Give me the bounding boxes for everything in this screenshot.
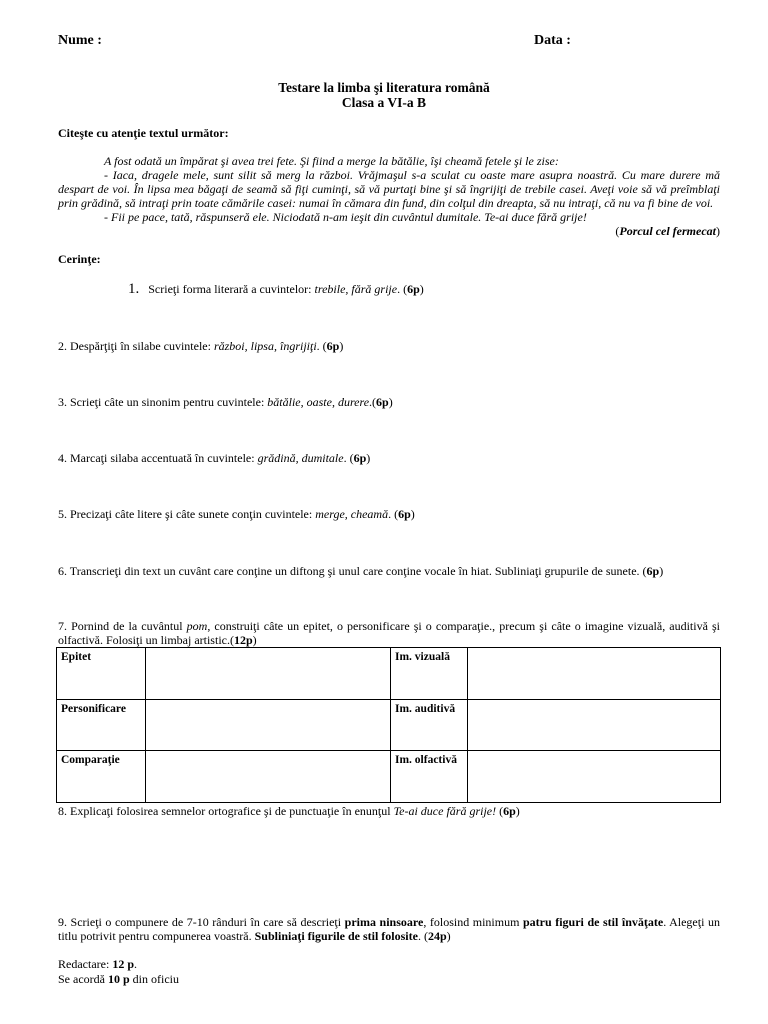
question-5-points: 6p <box>398 507 411 521</box>
name-label: Nume : <box>58 33 102 48</box>
oficiu-text-a: Se acordă <box>58 972 108 986</box>
oficiu-line <box>58 972 179 986</box>
table-label-auditory: Im. auditivă <box>391 699 468 751</box>
reading-instruction: Citeşte cu atenţie textul următor: <box>58 126 229 140</box>
class-subtitle: Clasa a VI-a B <box>341 95 427 110</box>
question-9-bold-2: patru figuri de stil învăţate <box>523 915 664 929</box>
question-3: 3. Scrieţi câte un sinonim pentru cuvintele: bătălie, oaste, durere.(6p) <box>58 395 393 409</box>
answer-cell-olfactory[interactable] <box>468 751 721 803</box>
question-7-word: pom <box>186 619 208 633</box>
table-label-personificare: Personificare <box>57 699 146 751</box>
question-9-text-5: ) <box>446 929 451 943</box>
question-1: 1. Scrieţi forma literară a cuvintelor: trebile, fără grije. (6p) <box>128 281 424 297</box>
question-7-text-b: , construiţi câte un epitet, o personificare şi o comparaţie., precum şi câte o imagine vizuală, auditivă şi olfactivă. Folosiţi un limbaj artistic. <box>58 619 720 647</box>
story-source: (Porcul cel fermecat) <box>615 224 720 238</box>
question-2: 2. Despărţiţi în silabe cuvintele: război, lipsa, îngrijiţi. (6p) <box>58 339 344 353</box>
question-2-text: 2. Despărţiţi în silabe cuvintele: <box>58 339 214 353</box>
requirements-label: Cerinţe: <box>58 252 101 266</box>
question-5: 5. Precizaţi câte litere şi câte sunete conţin cuvintele: merge, cheamă. (6p) <box>58 507 415 521</box>
question-4-points: 6p <box>353 451 367 465</box>
question-3-text: 3. Scrieţi câte un sinonim pentru cuvintele: <box>58 395 268 409</box>
question-4: 4. Marcaţi silaba accentuată în cuvintele: grădină, dumitale. (6p) <box>58 451 371 465</box>
question-5-text: 5. Precizaţi câte litere şi câte sunete conţin cuvintele: <box>58 507 316 521</box>
redactare-points: 12 p <box>112 957 134 971</box>
question-1-words: trebile, fără grije <box>314 282 398 296</box>
table-label-visual: Im. vizuală <box>391 648 468 700</box>
question-9-bold-3: Subliniaţi figurile de stil folosite <box>254 929 418 943</box>
question-9-bold-1: prima ninsoare <box>344 915 424 929</box>
oficiu-text-b: din oficiu <box>129 972 179 986</box>
table-label-epitet: Epitet <box>57 648 146 700</box>
story-text <box>58 154 720 238</box>
table-label-comparatie: Comparaţie <box>57 751 146 803</box>
question-2-points: 6p <box>326 339 340 353</box>
page-title: Testare la limba şi literatura română <box>278 80 490 95</box>
question-6: 6. Transcrieţi din text un cuvânt care conţine un diftong şi unul care conţine vocale în hiat. Subliniaţi grupurile de sunete. (6p) <box>58 564 664 578</box>
question-9-points: 24p <box>427 929 447 943</box>
answer-cell-comparatie[interactable] <box>146 751 391 803</box>
answer-cell-auditory[interactable] <box>468 699 721 751</box>
question-1-number: 1. <box>128 281 140 297</box>
question-5-words: merge, cheamă <box>315 507 389 521</box>
question-8-text: 8. Explicaţi folosirea semnelor ortografice şi de punctuaţie în enunţul <box>58 804 394 818</box>
question-9-text-3: . Alegeţi un titlu potrivit pentru compunerea voastră. <box>58 915 720 943</box>
redactare-line: Redactare: 12 p. <box>58 957 137 971</box>
question-9 <box>58 915 720 943</box>
question-9-text-1: 9. Scrieţi o compunere de 7-10 rânduri în care să descrieţi <box>58 915 345 929</box>
question-7-points: 12p <box>233 633 253 647</box>
question-8: 8. Explicaţi folosirea semnelor ortografice şi de punctuaţie în enunţul Te-ai duce fără grije! (6p) <box>58 804 520 818</box>
story-paragraph-2: - Iaca, dragele mele, sunt silit să merg la război. Vrăjmaşul s-a sculat cu oaste mare asupra noastră. Cu mare durere mă despart de voi. În lipsa mea băgaţi de seamă să fiţi cuminţi, să vă purtaţi bine şi să îngrijiţi de trebile casei. Aveţi voie să vă preîmblaţi prin grădină, să intraţi prin toate cămările casei: numai în cămara din fund, din colţul din dreapta, să nu intraţi, că nu va fi bine de voi. <box>58 168 720 210</box>
table-row <box>57 751 721 803</box>
redactare-label: Redactare: <box>58 957 113 971</box>
story-paragraph-3: - Fii pe pace, tată, răspunseră ele. Niciodată n-am ieşit din cuvântul dumitale. Te-ai duce fără grije! <box>104 210 587 224</box>
question-4-text: 4. Marcaţi silaba accentuată în cuvintele: <box>58 451 258 465</box>
question-2-words: război, lipsa, îngrijiţi <box>213 339 317 353</box>
question-7-text-a: 7. Pornind de la cuvântul <box>58 619 187 633</box>
question-9-text-2: , folosind minimum <box>423 915 523 929</box>
answer-cell-personificare[interactable] <box>146 699 391 751</box>
question-8-points: 6p <box>503 804 516 818</box>
question-6-text: 6. Transcrieţi din text un cuvânt care conţine un diftong şi unul care conţine vocale în hiat. Subliniaţi grupurile de sunete. <box>58 564 640 578</box>
table-row <box>57 648 721 700</box>
question-1-text: Scrieţi forma literară a cuvintelor: <box>148 282 315 296</box>
figures-table <box>56 647 721 803</box>
date-label: Data : <box>534 33 571 48</box>
question-6-points: 6p <box>646 564 660 578</box>
answer-cell-epitet[interactable] <box>146 648 391 700</box>
question-7: 7. Pornind de la cuvântul pom, construiţi câte un epitet, o personificare şi o comparaţie., precum şi câte o imagine vizuală, auditivă şi olfactivă. Folosiţi un limbaj artistic.(12p) <box>58 619 720 647</box>
question-3-points: 6p <box>376 395 389 409</box>
answer-cell-visual[interactable] <box>468 648 721 700</box>
question-3-words: bătălie, oaste, durere <box>267 395 370 409</box>
question-4-words: grădină, dumitale <box>257 451 344 465</box>
table-row <box>57 699 721 751</box>
question-8-words: Te-ai duce fără grije! <box>393 804 497 818</box>
question-1-points: 6p <box>407 282 420 296</box>
story-source-title: Porcul cel fermecat <box>619 224 716 238</box>
question-9-text-4: . ( <box>417 929 428 943</box>
table-label-olfactory: Im. olfactivă <box>391 751 468 803</box>
oficiu-points: 10 p <box>107 972 130 986</box>
story-paragraph-1: A fost odată un împărat şi avea trei fete. Şi fiind a merge la bătălie, îşi cheamă fetele şi le zise: <box>104 154 559 168</box>
